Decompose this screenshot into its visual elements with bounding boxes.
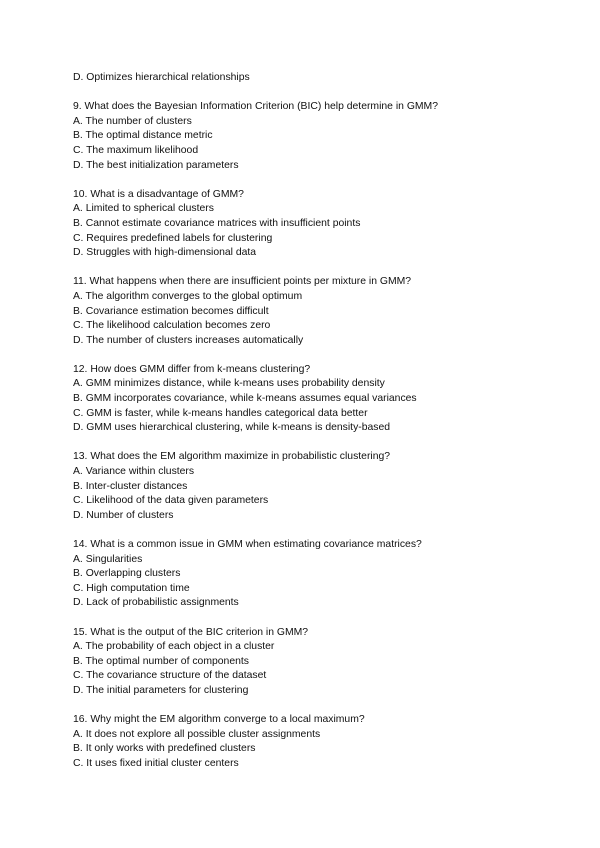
option-d: D. Lack of probabilistic assignments: [73, 597, 239, 609]
option-a: A. It does not explore all possible cluster assignments: [73, 728, 321, 740]
option-b: B. GMM incorporates covariance, while k-means assumes equal variances: [73, 393, 417, 405]
question-13: [73, 450, 573, 523]
quiz-content: [73, 71, 573, 786]
question-text: 15. What is the output of the BIC criterion in GMM?: [73, 626, 309, 638]
question-text: 10. What is a disadvantage of GMM?: [73, 188, 244, 200]
option-b: B. It only works with predefined clusters: [73, 743, 256, 755]
option-a: A. Singularities: [73, 553, 143, 565]
option-c: C. Requires predefined labels for clustering: [73, 232, 273, 244]
question-14: [73, 538, 573, 611]
option-a: A. GMM minimizes distance, while k-means uses probability density: [73, 378, 385, 390]
option-a: A. The probability of each object in a cluster: [73, 641, 275, 653]
option-line: D. Optimizes hierarchical relationships: [73, 72, 250, 83]
option-d: D. The best initialization parameters: [73, 159, 239, 171]
question-10: [73, 188, 573, 261]
question-9: [73, 100, 573, 173]
question-text: 16. Why might the EM algorithm converge to a local maximum?: [73, 714, 365, 726]
carryover-options: [73, 71, 573, 86]
option-c: C. It uses fixed initial cluster centers: [73, 757, 239, 769]
option-d: D. Number of clusters: [73, 509, 174, 521]
option-b: B. Covariance estimation becomes difficult: [73, 305, 269, 317]
option-a: A. Variance within clusters: [73, 466, 195, 478]
option-d: D. GMM uses hierarchical clustering, while k-means is density-based: [73, 422, 391, 434]
option-a: A. The number of clusters: [73, 115, 192, 127]
option-c: C. Likelihood of the data given parameters: [73, 495, 269, 507]
option-c: C. High computation time: [73, 582, 190, 594]
question-text: 9. What does the Bayesian Information Criterion (BIC) help determine in GMM?: [73, 101, 438, 113]
option-b: B. Cannot estimate covariance matrices with insufficient points: [73, 217, 361, 229]
question-text: 14. What is a common issue in GMM when estimating covariance matrices?: [73, 539, 422, 550]
option-c: C. The covariance structure of the dataset: [73, 670, 267, 682]
option-b: B. The optimal number of components: [73, 655, 249, 667]
question-11: [73, 275, 573, 348]
question-15: [73, 626, 573, 699]
question-text: 13. What does the EM algorithm maximize in probabilistic clustering?: [73, 451, 391, 463]
question-16: [73, 713, 573, 771]
option-c: C. The likelihood calculation becomes zero: [73, 320, 271, 332]
option-b: B. Overlapping clusters: [73, 568, 181, 580]
option-b: B. Inter-cluster distances: [73, 480, 188, 492]
option-a: A. The algorithm converges to the global optimum: [73, 290, 303, 302]
option-a: A. Limited to spherical clusters: [73, 203, 214, 215]
option-c: C. The maximum likelihood: [73, 144, 199, 156]
question-text: 12. How does GMM differ from k-means clustering?: [73, 363, 311, 375]
option-d: D. The number of clusters increases automatically: [73, 334, 304, 346]
option-b: B. The optimal distance metric: [73, 130, 213, 142]
option-c: C. GMM is faster, while k-means handles categorical data better: [73, 407, 368, 419]
option-d: D. Struggles with high-dimensional data: [73, 247, 257, 259]
question-text: 11. What happens when there are insufficient points per mixture in GMM?: [73, 276, 412, 288]
option-d: D. The initial parameters for clustering: [73, 684, 249, 696]
question-12: [73, 363, 573, 436]
